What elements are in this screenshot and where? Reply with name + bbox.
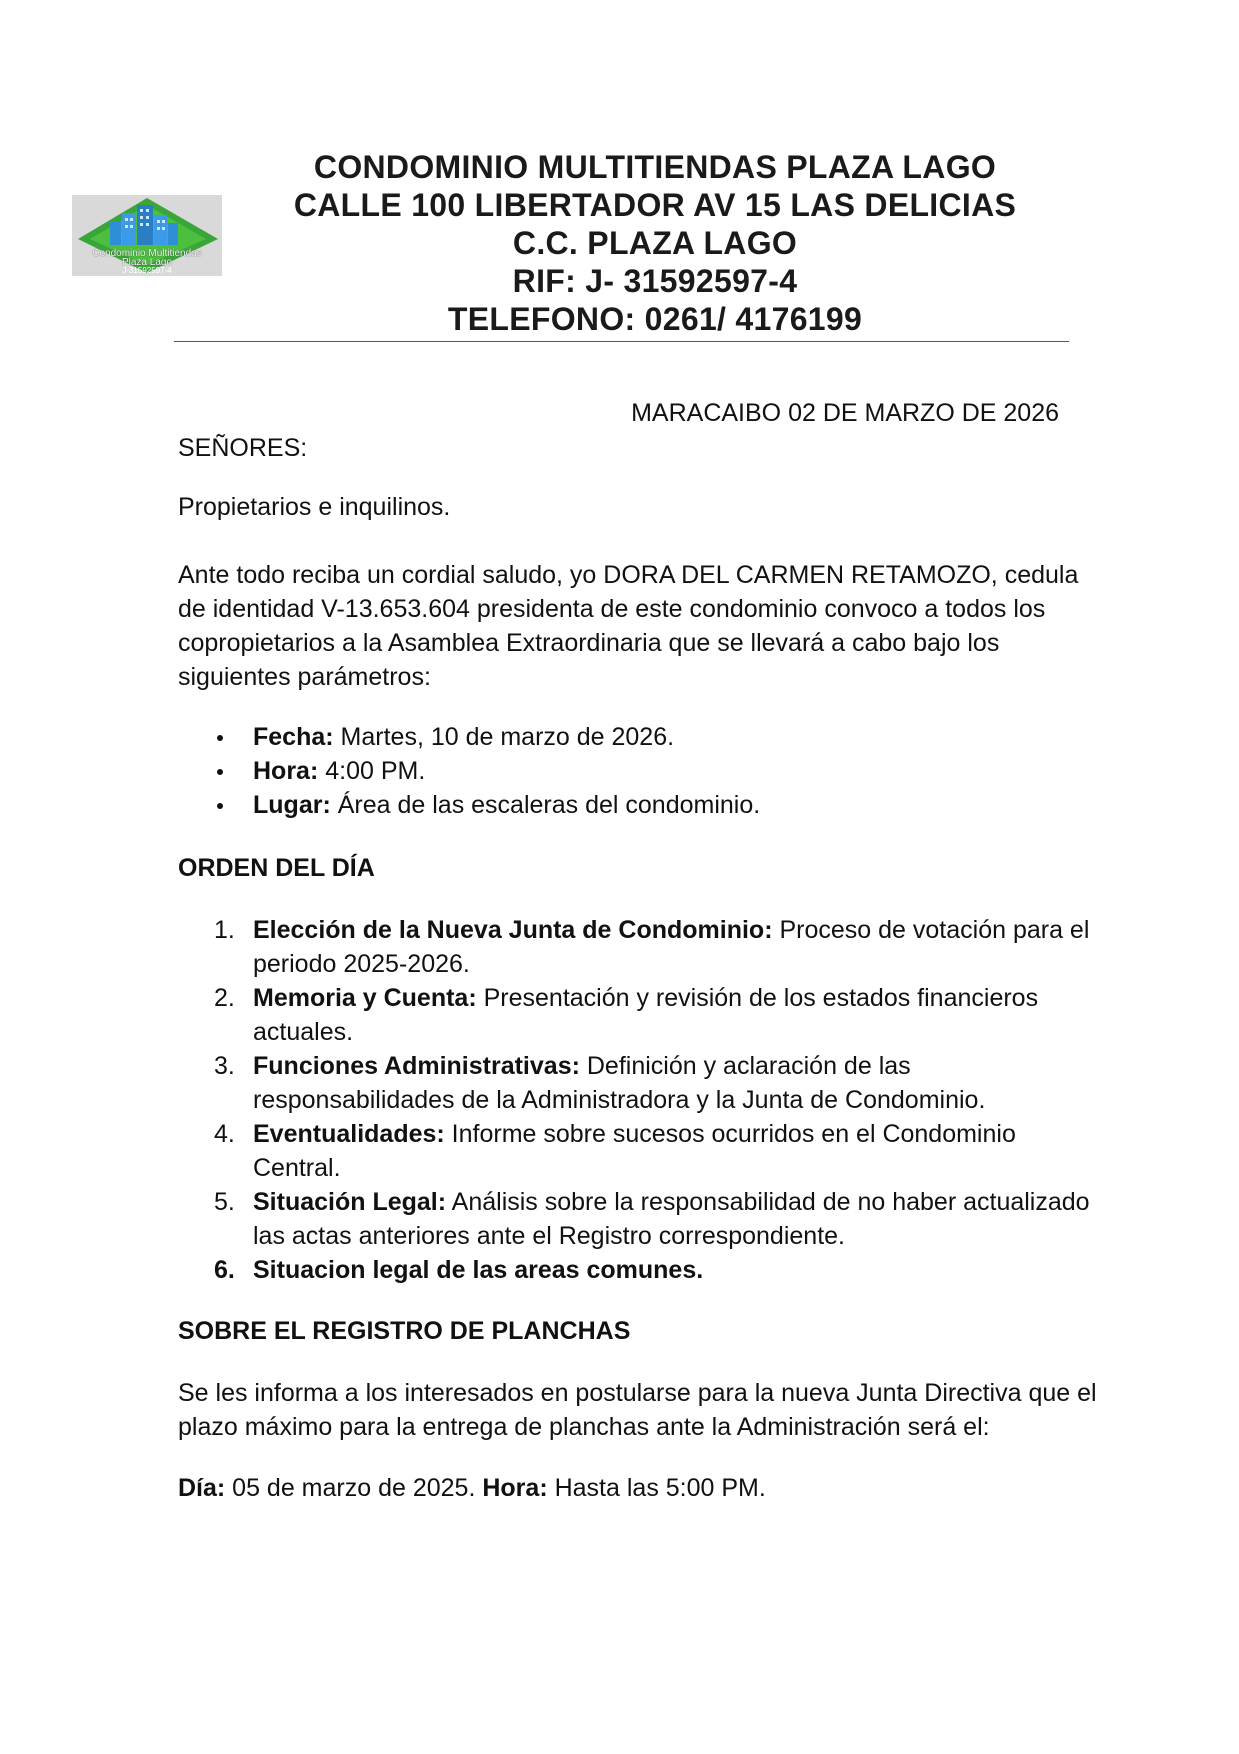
registration-heading: SOBRE EL REGISTRO DE PLANCHAS [178,1317,631,1345]
intro-line: siguientes parámetros: [178,663,431,691]
recipients: Propietarios e inquilinos. [178,493,451,521]
letterhead-mall: C.C. PLAZA LAGO [512,225,798,261]
registration-deadline: Día: 05 de marzo de 2025. Hora: Hasta las 5:00 PM. [178,1474,766,1502]
agenda-item: 2. Memoria y Cuenta: Presentación y revisión de los estados financieros actuales. [214,984,1039,1046]
agenda-list [178,913,1090,1287]
meeting-details-list [178,720,760,822]
registration-line: Se les informa a los interesados en postularse para la nueva Junta Directiva que el [178,1379,1097,1407]
detail-time: Hora: 4:00 PM. [178,754,760,788]
agenda-item: 4. Eventualidades: Informe sobre sucesos ocurridos en el Condominio Central. [214,1120,1016,1182]
condominium-logo [72,195,222,276]
letterhead-rif: RIF: J- 31592597-4 [512,263,798,299]
intro-paragraph [178,558,1078,694]
detail-place: Lugar: Área de las escaleras del condominio. [178,788,760,822]
intro-line: copropietarios a la Asamblea Extraordinaria que se llevará a cabo bajo los [178,629,1000,657]
letterhead-address: CALLE 100 LIBERTADOR AV 15 LAS DELICIAS [293,187,1017,223]
agenda-heading: ORDEN DEL DÍA [178,854,375,882]
agenda-item: 3. Funciones Administrativas: Definición y aclaración de las responsabilidades de la Administradora y la Junta de Condominio. [214,1052,986,1114]
letterhead-phone: TELEFONO: 0261/ 4176199 [447,301,863,337]
logo-rif: J-31592597-4 [122,266,172,275]
salutation: SEÑORES: [178,434,308,462]
intro-line: Ante todo reciba un cordial saludo, yo DORA DEL CARMEN RETAMOZO, cedula [178,561,1079,589]
header-divider [174,341,1069,342]
letterhead-name: CONDOMINIO MULTITIENDAS PLAZA LAGO [313,149,997,185]
bullet-icon [217,735,223,741]
registration-paragraph [178,1376,1097,1444]
letterhead [240,148,1070,338]
letter-date: MARACAIBO 02 DE MARZO DE 2026 [631,399,1059,427]
agenda-item: 5. Situación Legal: Análisis sobre la responsabilidad de no haber actualizado las actas anteriores ante el Registro correspondiente. [214,1188,1090,1250]
bullet-icon [217,803,223,809]
agenda-item: 6. Situacion legal de las areas comunes. [214,1256,704,1284]
logo-text: Condominio Multitiendas Plaza Lago [92,248,202,268]
bullet-icon [217,769,223,775]
detail-date: Fecha: Martes, 10 de marzo de 2026. [178,720,760,754]
agenda-item: 1. Elección de la Nueva Junta de Condominio: Proceso de votación para el periodo 2025-2026. [214,916,1090,978]
intro-line: de identidad V-13.653.604 presidenta de este condominio convoco a todos los [178,595,1046,623]
registration-line: plazo máximo para la entrega de planchas ante la Administración será el: [178,1413,990,1441]
